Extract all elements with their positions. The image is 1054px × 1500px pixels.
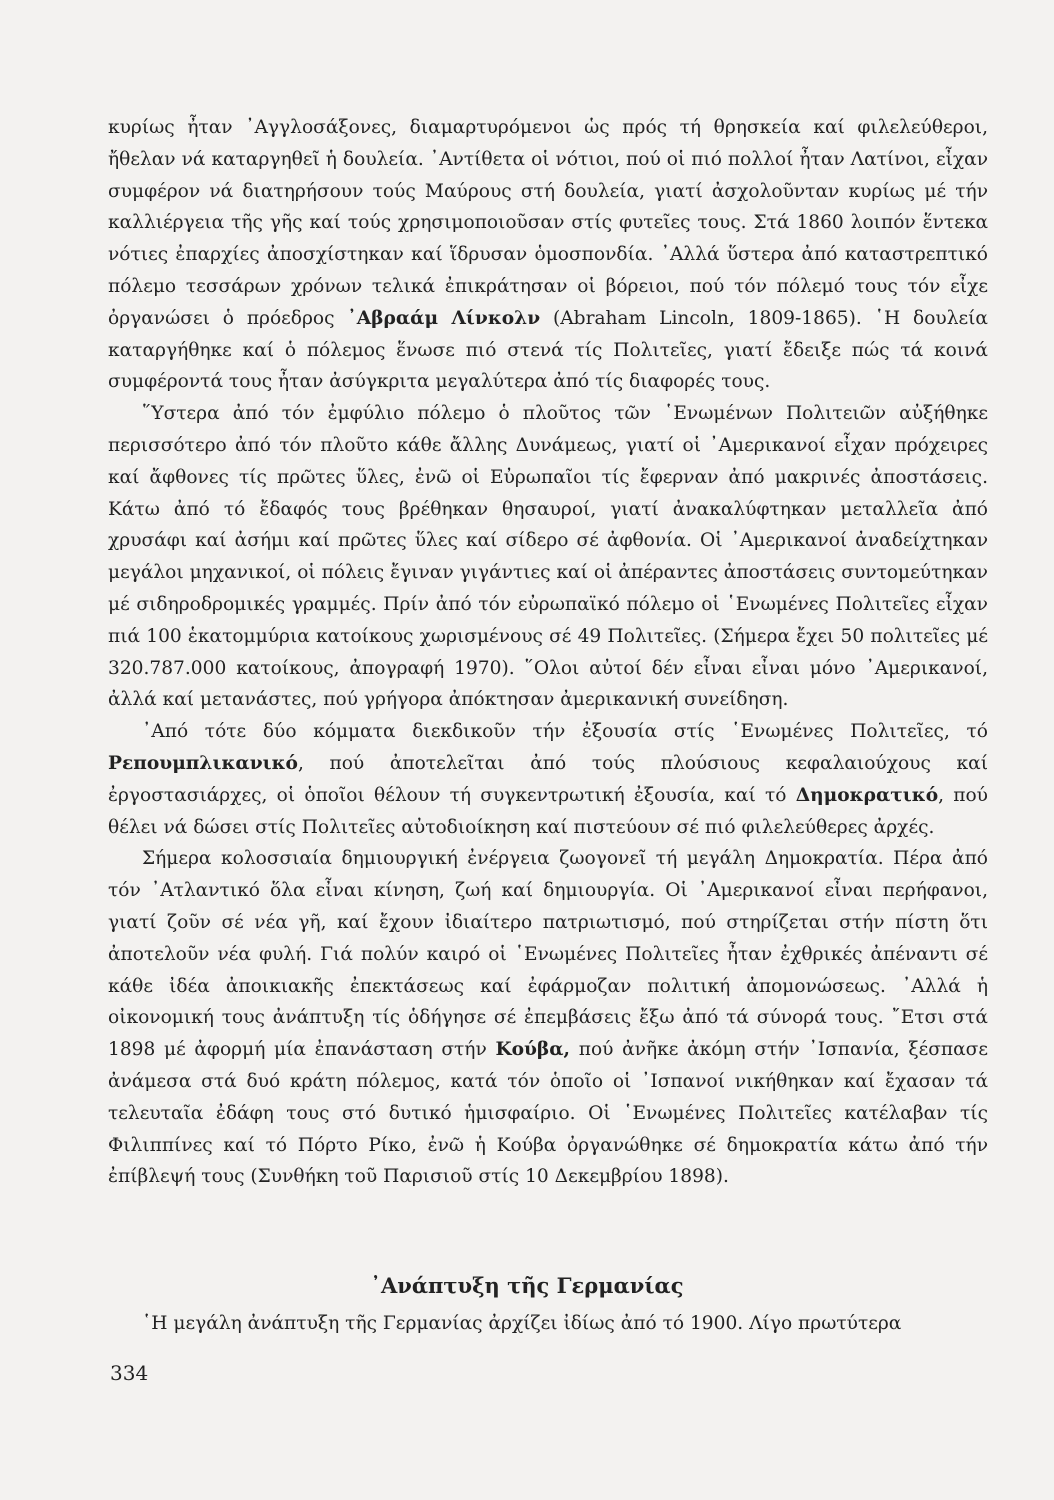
bold-term-republican: Ρεπουμπλικανικό xyxy=(108,752,298,774)
paragraph-text: , πού ἀποτελεῖται ἀπό τούς πλούσιους κεφαλαιούχους καί ἐργοστασιάρχες, οἱ ὁποῖοι θέλουν τή συγκεντρωτική ἐξουσία, καί τό xyxy=(108,752,988,806)
paragraph-text: ᾿Από τότε δύο κόμματα διεκδικοῦν τήν ἐξουσία στίς ῾Ενωμένες Πολιτεῖες, τό xyxy=(142,721,988,743)
bold-name-lincoln: ᾿Αβραάμ Λίνκολν xyxy=(347,307,541,329)
paragraph-text: ῞Υστερα ἀπό τόν ἐμφύλιο πόλεμο ὁ πλοῦτος τῶν ῾Ενωμένων Πολιτειῶν αὐξήθηκε περισσότερο ἀπό τόν πλοῦτο κάθε ἄλλης Δυνάμεως, γιατί οἱ ᾿Αμερικανοί εἶχαν πρόχειρες καί ἄφθονες τίς πρῶτες ὕλες, ἐνῶ οἱ Εὐρωπαῖοι τίς ἔφερναν ἀπό μακρινές ἀποστάσεις. Κάτω ἀπό τό ἔδαφός τους βρέθηκαν θησαυροί, γιατί ἀνακαλύφτηκαν μεταλλεῖα ἀπό χρυσάφι καί ἀσήμι καί πρῶτες ὕλες καί σίδερο σέ ἀφθονία. Οἱ ᾿Αμερικανοί ἀναδείχτηκαν μεγάλοι μηχανικοί, οἱ πόλεις ἔγιναν γιγάντιες καί οἱ ἀπέραντες ἀποστάσεις συντομεύτηκαν μέ σιδηροδρομικές γραμμές. Πρίν ἀπό τόν εὐρωπαϊκό πόλεμο οἱ ῾Ενωμένες Πολιτεῖες εἶχαν πιά 100 ἑκατομμύρια κατοίκους χωρισμένους σέ 49 Πολιτεῖες. (Σήμερα ἔχει 50 πολιτεῖες μέ 320.787.000 κατοίκους, ἀπογραφή 1970). ῞Ολοι αὐτοί δέν εἶναι εἶναι μόνο ᾿Αμερικανοί, ἀλλά καί μετανάστες, πού γρήγορα ἀπόκτησαν ἀμερικανική συνείδηση. xyxy=(108,403,988,711)
paragraph-wealth xyxy=(108,398,988,716)
bold-term-democratic: Δημοκρατικό xyxy=(795,784,939,806)
body-text xyxy=(108,112,988,1193)
paragraph-text: , πού θέλει νά δώσει στίς Πολιτεῖες αὐτοδιοίκηση καί πιστεύουν σέ πιό φιλελεύθερες ἀρχές. xyxy=(108,784,988,838)
paragraph-expansion xyxy=(108,843,988,1193)
section-first-line: ῾Η μεγάλη ἀνάπτυξη τῆς Γερμανίας ἀρχίζει ἰδίως ἀπό τό 1900. Λίγο πρωτύτερα xyxy=(142,1313,902,1334)
paragraph-text: πού ἀνῆκε ἀκόμη στήν ᾿Ισπανία, ξέσπασε ἀνάμεσα στά δυό κράτη πόλεμος, κατά τόν ὁποῖο οἱ ᾿Ισπανοί νικήθηκαν καί ἔχασαν τά τελευταῖα ἐδάφη τους στό δυτικό ἡμισφαίριο. Οἱ ῾Ενωμένες Πολιτεῖες κατέλαβαν τίς Φιλιππίνες καί τό Πόρτο Ρίκο, ἐνῶ ἡ Κούβα ὀργανώθηκε σέ δημοκρατία κάτω ἀπό τήν ἐπίβλεψή τους (Συνθήκη τοῦ Παρισιοῦ στίς 10 Δεκεμβρίου 1898). xyxy=(108,1039,988,1188)
bold-term-cuba: Κούβα, xyxy=(495,1039,571,1061)
page-number: 334 xyxy=(110,1361,149,1385)
section-heading: ᾿Ανάπτυξη τῆς Γερμανίας xyxy=(370,1273,684,1298)
paragraph-parties xyxy=(108,716,988,843)
paragraph-text: κυρίως ἦταν ᾿Αγγλοσάξονες, διαμαρτυρόμενοι ὡς πρός τή θρησκεία καί φιλελεύθεροι, ἤθελαν νά καταργηθεῖ ἡ δουλεία. ᾿Αντίθετα οἱ νότιοι, πού οἱ πιό πολλοί ἦταν Λατίνοι, εἶχαν συμφέρον νά διατηρήσουν τούς Μαύρους στή δουλεία, γιατί ἀσχολοῦνταν κυρίως μέ τήν καλλιέργεια τῆς γῆς καί τούς χρησιμοποιοῦσαν στίς φυτεῖες τους. Στά 1860 λοιπόν ἕντεκα νότιες ἐπαρχίες ἀποσχίστηκαν καί ἵδρυσαν ὁμοσπονδία. ᾿Αλλά ὕστερα ἀπό καταστρεπτικό πόλεμο τεσσάρων χρόνων τελικά ἐπικράτησαν οἱ βόρειοι, πού τόν πόλεμό τους τόν εἶχε ὀργανώσει ὁ πρόεδρος xyxy=(108,117,988,329)
paragraph-text: Σήμερα κολοσσιαία δημιουργική ἐνέργεια ζωογονεῖ τή μεγάλη Δημοκρατία. Πέρα ἀπό τόν ᾿Ατλαντικό ὅλα εἶναι κίνηση, ζωή καί δημιουργία. Οἱ ᾿Αμερικανοί εἶναι περήφανοι, γιατί ζοῦν σέ νέα γῆ, καί ἔχουν ἰδιαίτερο πατριωτισμό, πού στηρίζεται στήν πίστη ὅτι ἀποτελοῦν νέα φυλή. Γιά πολύν καιρό οἱ ῾Ενωμένες Πολιτεῖες ἦταν ἐχθρικές ἀπέναντι σέ κάθε ἰδέα ἀποικιακῆς ἐπεκτάσεως καί ἐφάρμοζαν πολιτική ἀπομονώσεως. ᾿Αλλά ἡ οἰκονομική τους ἀνάπτυξη τίς ὁδήγησε σέ ἐπεμβάσεις ἔξω ἀπό τά σύνορά τους. ῎Ετσι στά 1898 μέ ἀφορμή μία ἐπανάσταση στήν xyxy=(108,848,988,1061)
paragraph-civil-war xyxy=(108,112,988,398)
paragraph-text: (Abraham Lincoln, 1809-1865). ῾Η δουλεία καταργήθηκε καί ὁ πόλεμος ἕνωσε πιό στενά τίς Πολιτεῖες, γιατί ἔδειξε πώς τά κοινά συμφέροντά τους ἦταν ἀσύγκριτα μεγαλύτερα ἀπό τίς διαφορές τους. xyxy=(108,307,988,393)
